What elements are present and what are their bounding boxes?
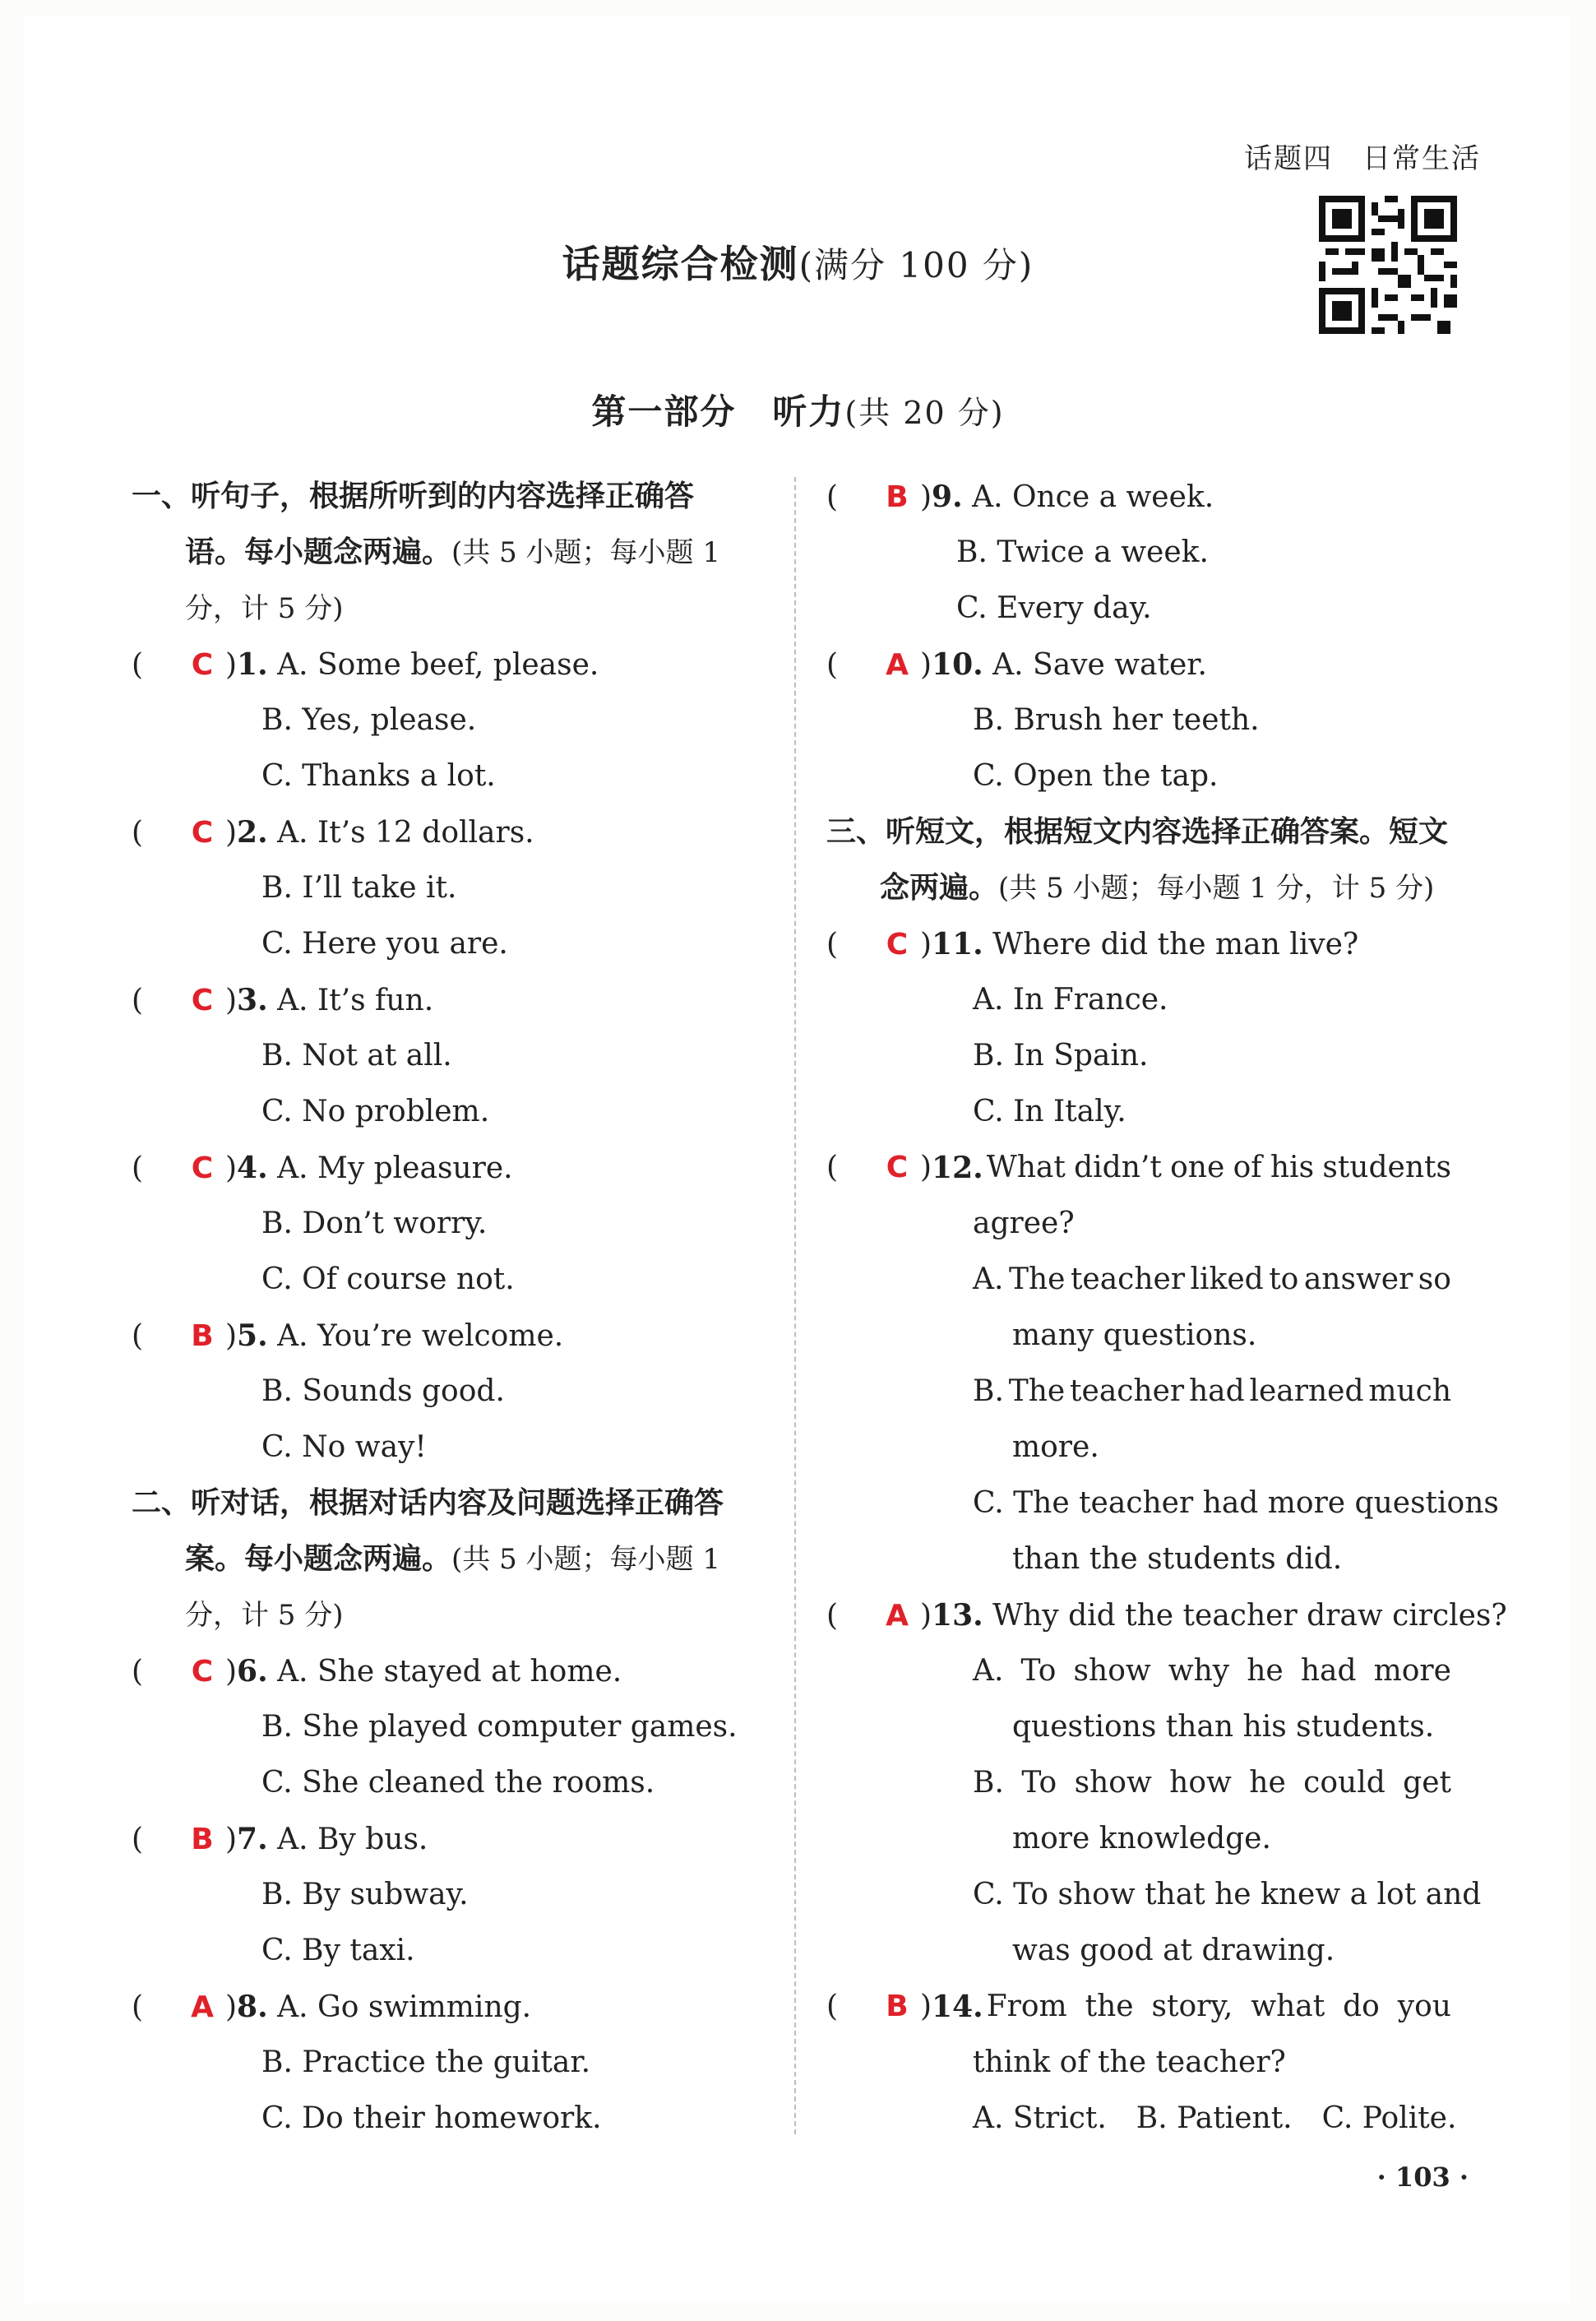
- option-a-cont: many questions.: [1012, 1318, 1257, 1352]
- answer-1: C: [191, 648, 214, 682]
- word: didn’t: [1074, 1151, 1162, 1184]
- option-a: A. Save water.: [992, 648, 1207, 682]
- question-number: 11.: [932, 927, 983, 961]
- word: much: [1368, 1374, 1451, 1408]
- question-number: 1.: [237, 647, 268, 682]
- section-1-note-end: 分，计 5 分): [185, 592, 344, 625]
- question-12: ( C ) 12. What didn’t one of his students: [826, 1140, 1451, 1196]
- topic-header: 话题四 日常生活: [1244, 142, 1481, 175]
- option-b: [826, 1755, 1451, 1811]
- option-a-cont: questions than his students.: [1012, 1710, 1435, 1744]
- question-number: 8.: [237, 1990, 268, 2024]
- question-number: 7.: [237, 1822, 268, 1856]
- word: why: [1168, 1654, 1230, 1688]
- option-a: A. My pleasure.: [277, 1151, 513, 1185]
- option-c: C. Every day.: [956, 591, 1152, 625]
- word: B.: [973, 1766, 1004, 1800]
- question-number: 9.: [932, 479, 963, 514]
- answer-11: C: [886, 928, 909, 961]
- option-c: C. She cleaned the rooms.: [261, 1766, 655, 1800]
- question-number: 12.: [932, 1151, 983, 1185]
- page-number: · 103 ·: [1376, 2161, 1469, 2193]
- question-5: ( B )5. A. You’re welcome.: [132, 1308, 765, 1364]
- question-4: ( C )4. A. My pleasure.: [132, 1140, 765, 1196]
- answer-12: C: [886, 1151, 909, 1184]
- question-11: ( C )11. Where did the man live?: [826, 916, 1451, 972]
- word: had: [1188, 1374, 1245, 1408]
- answer-13: A: [886, 1599, 909, 1633]
- word: more: [1373, 1654, 1451, 1688]
- column-divider: [794, 477, 796, 2134]
- option-b: B. Don’t worry.: [261, 1207, 488, 1240]
- option-a: A. Go swimming.: [277, 1990, 532, 2024]
- option-c: C. By taxi.: [261, 1934, 415, 1967]
- option-b: B. Practice the guitar.: [261, 2045, 591, 2079]
- word: how: [1169, 1766, 1232, 1800]
- title-main: 话题综合检测: [562, 242, 799, 286]
- word: students: [1322, 1151, 1451, 1184]
- section-2-text: 案。每小题念两遍。: [185, 1542, 452, 1576]
- question-3: ( C )3. A. It’s fun.: [132, 972, 765, 1028]
- word: teacher: [1070, 1262, 1186, 1296]
- option-a: A. Once a week.: [972, 480, 1214, 514]
- question-9: ( B )9. A. Once a week.: [826, 469, 1451, 525]
- question-stem: [987, 1979, 1451, 2035]
- section-2-line-3: [132, 1587, 765, 1643]
- question-10: ( A )10. A. Save water.: [826, 637, 1451, 693]
- word: could: [1303, 1766, 1386, 1800]
- word: teacher: [1070, 1374, 1185, 1408]
- word: show: [1073, 1654, 1151, 1688]
- section-1-line-2: [132, 525, 765, 581]
- section-3-heading: [826, 804, 1451, 916]
- option-b: B. Brush her teeth.: [973, 703, 1260, 737]
- option-c: C. Open the tap.: [973, 759, 1219, 793]
- right-column: [826, 469, 1507, 2147]
- section-3-note: (共 5 小题；每小题 1 分，计 5 分): [998, 872, 1435, 905]
- part-score: (共 20 分): [844, 395, 1005, 431]
- word: What: [986, 1151, 1066, 1184]
- question-number: 3.: [237, 983, 268, 1017]
- option-c-cont: than the students did.: [1012, 1542, 1343, 1576]
- answer-8: A: [191, 1990, 214, 2024]
- answer-6: C: [191, 1655, 214, 1689]
- option-c: C. In Italy.: [973, 1095, 1126, 1128]
- question-8: ( A )8. A. Go swimming.: [132, 1979, 765, 2035]
- answer-14: B: [886, 1990, 909, 2023]
- question-stem: Why did the teacher draw circles?: [992, 1599, 1507, 1633]
- question-1: ( C )1. A. Some beef, please.: [132, 637, 765, 693]
- answer-4: C: [191, 1151, 214, 1185]
- section-3-line-1: 三、听短文，根据短文内容选择正确答案。短文: [826, 815, 1449, 849]
- option-b: B. By subway.: [261, 1878, 469, 1911]
- option-c: C. To show that he knew a lot and: [973, 1878, 1482, 1911]
- section-1-line-1: 一、听句子，根据所听到的内容选择正确答: [132, 479, 695, 513]
- word: The: [1008, 1374, 1066, 1408]
- option-c: C. Thanks a lot.: [261, 759, 496, 793]
- section-1-text: 语。每小题念两遍。: [185, 535, 452, 569]
- word: From: [986, 1990, 1067, 2023]
- answer-9: B: [886, 480, 909, 514]
- question-number: 13.: [932, 1598, 983, 1633]
- word: the: [1085, 1990, 1134, 2023]
- answer-2: C: [191, 816, 214, 850]
- section-2-heading: [132, 1476, 765, 1643]
- question-number: 14.: [932, 1990, 983, 2024]
- word: what: [1251, 1990, 1325, 2023]
- option-b: B. I’ll take it.: [261, 871, 457, 905]
- question-stem-cont: agree?: [973, 1207, 1075, 1240]
- question-number: 6.: [237, 1654, 268, 1689]
- section-3-line-2: [826, 860, 1451, 916]
- option-a: A. By bus.: [277, 1823, 428, 1856]
- word: answer: [1303, 1262, 1413, 1296]
- option-c: C. Do their homework.: [261, 2101, 602, 2135]
- word: A.: [973, 1262, 1004, 1296]
- question-number: 2.: [237, 815, 268, 850]
- word: of: [1233, 1151, 1262, 1184]
- section-2-note-end: 分，计 5 分): [185, 1599, 344, 1632]
- option-c: C. No problem.: [261, 1095, 490, 1128]
- option-b: B. Yes, please.: [261, 703, 477, 737]
- word: show: [1074, 1766, 1152, 1800]
- section-2-line-2: [132, 1531, 765, 1587]
- options-inline: A. Strict. B. Patient. C. Polite.: [973, 2101, 1457, 2135]
- option-b: B. She played computer games.: [261, 1710, 738, 1744]
- option-a: A. She stayed at home.: [277, 1655, 622, 1689]
- word: to: [1269, 1262, 1299, 1296]
- word: his: [1270, 1151, 1315, 1184]
- question-13: ( A )13. Why did the teacher draw circles?: [826, 1587, 1451, 1643]
- word: you: [1397, 1990, 1451, 2023]
- option-c: C. The teacher had more questions: [973, 1486, 1499, 1520]
- question-7: ( B )7. A. By bus.: [132, 1811, 765, 1867]
- word: one: [1170, 1151, 1225, 1184]
- word: had: [1300, 1654, 1357, 1688]
- word: do: [1343, 1990, 1380, 2023]
- word: The: [1008, 1262, 1066, 1296]
- test-title: [0, 234, 1596, 289]
- title-score: (满分 100 分): [798, 245, 1034, 285]
- word: learned: [1249, 1374, 1364, 1408]
- question-stem-cont: think of the teacher?: [973, 2045, 1286, 2079]
- section-1-note: (共 5 小题；每小题 1: [451, 536, 720, 569]
- question-14: ( B ) 14. From the story, what do you: [826, 1979, 1451, 2035]
- section-2-line-1: 二、听对话，根据对话内容及问题选择正确答: [132, 1486, 724, 1520]
- answer-7: B: [191, 1823, 214, 1856]
- section-1-heading: [132, 469, 765, 637]
- option-a: A. Some beef, please.: [277, 648, 599, 682]
- answer-3: C: [191, 984, 214, 1017]
- section-1-line-3: [132, 581, 765, 637]
- option-c: C. Of course not.: [261, 1262, 515, 1296]
- question-number: 4.: [237, 1151, 268, 1185]
- word: To: [1021, 1766, 1057, 1800]
- answer-10: A: [886, 648, 909, 682]
- option-b: [826, 1364, 1451, 1420]
- section-3-text: 念两遍。: [880, 871, 999, 905]
- question-stem: [987, 1140, 1451, 1196]
- word: so: [1418, 1262, 1451, 1296]
- option-a: [826, 1252, 1451, 1308]
- section-2-note: (共 5 小题；每小题 1: [451, 1543, 720, 1576]
- option-b: B. In Spain.: [973, 1039, 1149, 1072]
- option-b-cont: more.: [1012, 1430, 1099, 1464]
- option-c: C. No way!: [261, 1430, 427, 1464]
- option-b: B. Not at all.: [261, 1039, 452, 1072]
- word: A.: [973, 1654, 1004, 1688]
- answer-5: B: [191, 1319, 214, 1353]
- option-a: A. It’s 12 dollars.: [277, 816, 534, 850]
- word: B.: [973, 1374, 1004, 1408]
- word: he: [1247, 1654, 1284, 1688]
- word: liked: [1190, 1262, 1264, 1296]
- option-b: B. Sounds good.: [261, 1374, 505, 1408]
- word: get: [1403, 1766, 1451, 1800]
- part-main: 第一部分 听力: [591, 391, 845, 432]
- word: he: [1249, 1766, 1286, 1800]
- option-b: B. Twice a week.: [956, 535, 1209, 569]
- word: To: [1020, 1654, 1057, 1688]
- question-6: ( C )6. A. She stayed at home.: [132, 1643, 765, 1699]
- option-a: [826, 1643, 1451, 1699]
- option-a: A. In France.: [973, 983, 1168, 1017]
- left-column: [132, 469, 765, 2147]
- question-2: ( C )2. A. It’s 12 dollars.: [132, 804, 765, 860]
- part-title: [0, 385, 1596, 434]
- question-stem: Where did the man live?: [992, 928, 1359, 961]
- option-c: C. Here you are.: [261, 927, 508, 961]
- option-b-cont: more knowledge.: [1012, 1822, 1271, 1855]
- option-a: A. You’re welcome.: [277, 1319, 564, 1353]
- option-c-cont: was good at drawing.: [1012, 1934, 1335, 1967]
- option-a: A. It’s fun.: [277, 984, 434, 1017]
- word: story,: [1151, 1990, 1233, 2023]
- question-number: 5.: [237, 1318, 268, 1353]
- question-number: 10.: [932, 647, 983, 682]
